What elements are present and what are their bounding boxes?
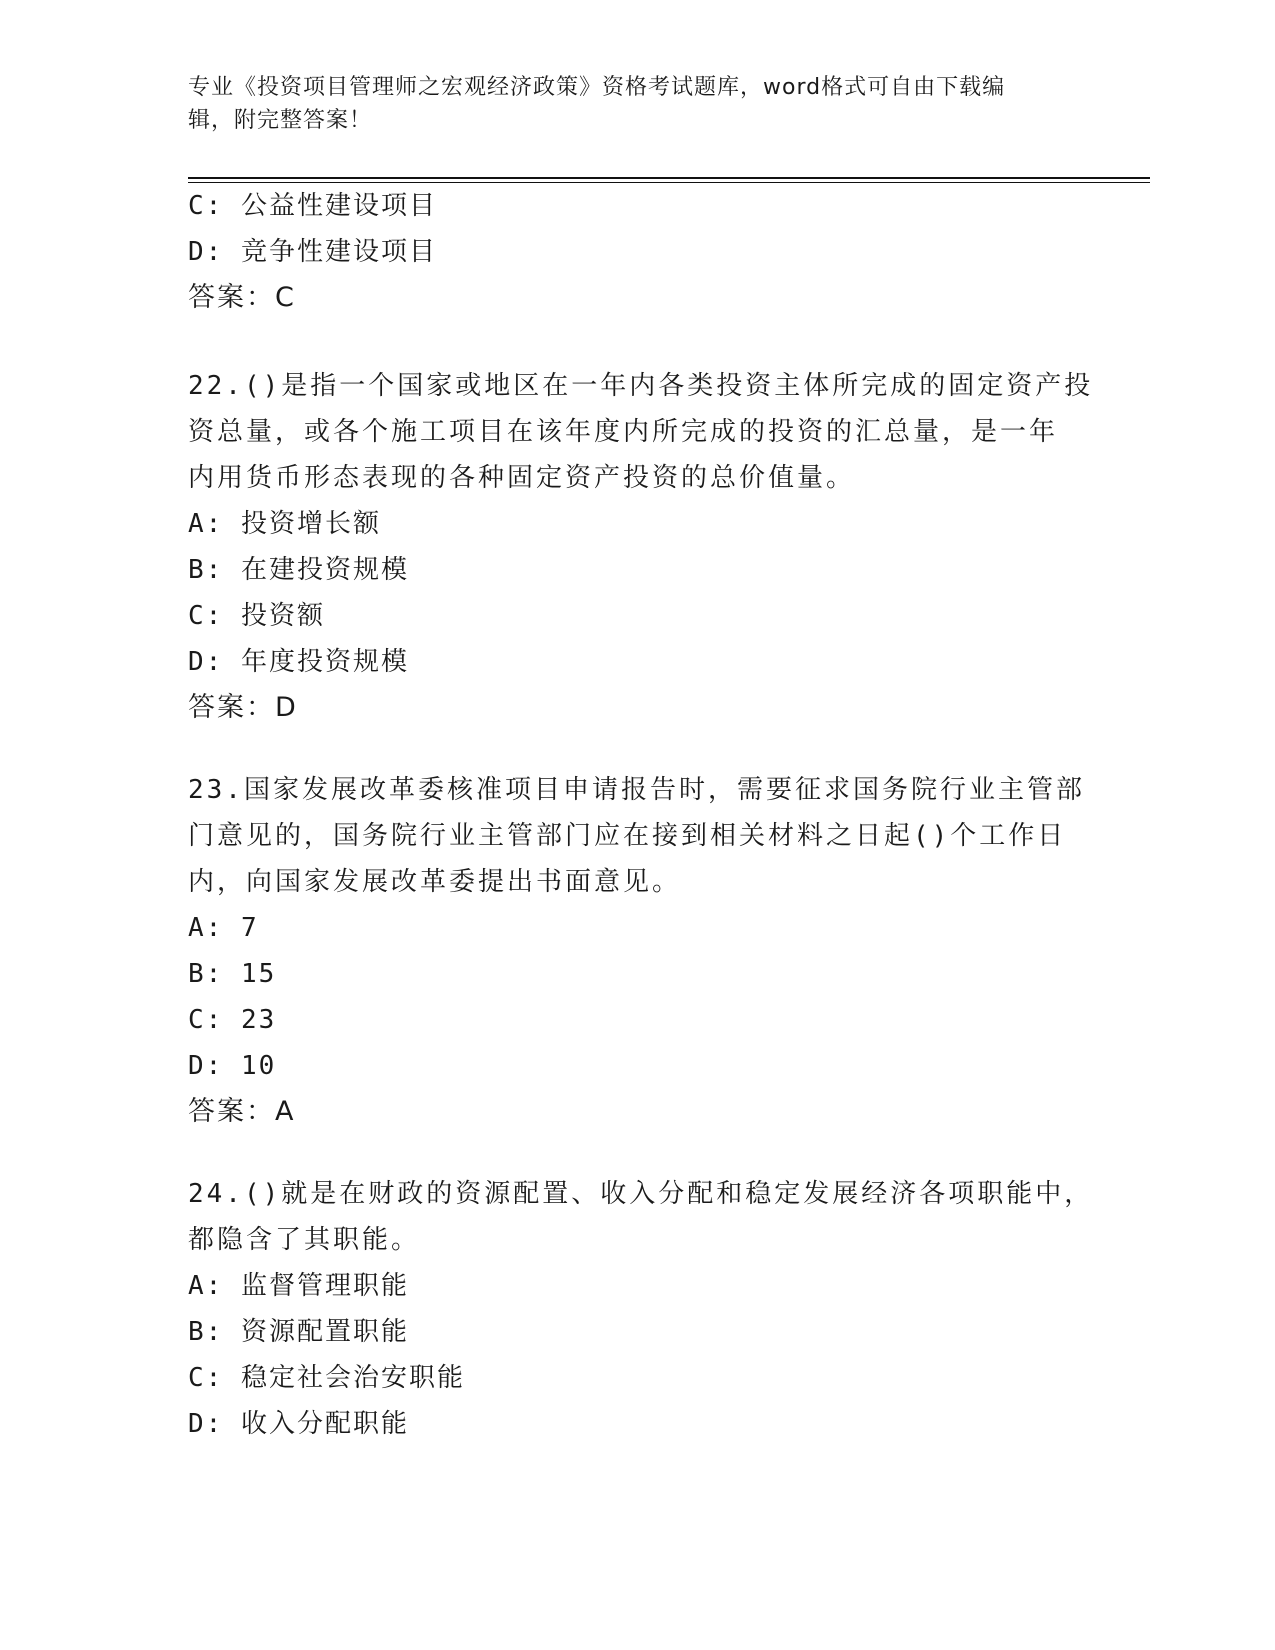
question-stem-line: 门意见的，国务院行业主管部门应在接到相关材料之日起()个工作日 — [188, 821, 1067, 851]
answer: 答案：A — [188, 1096, 296, 1127]
page-header — [188, 71, 1068, 137]
option-c: C: 公益性建设项目 — [188, 191, 437, 221]
option-b: B: 在建投资规模 — [188, 555, 409, 585]
question-stem-line: 22.()是指一个国家或地区在一年内各类投资主体所完成的固定资产投 — [188, 371, 1094, 401]
answer: 答案：C — [188, 282, 296, 313]
option-a: A: 7 — [188, 913, 259, 943]
option-c: C: 投资额 — [188, 601, 325, 631]
question-stem-line: 内用货币形态表现的各种固定资产投资的总价值量。 — [188, 463, 856, 493]
option-b: B: 15 — [188, 959, 277, 989]
option-b: B: 资源配置职能 — [188, 1317, 409, 1347]
question-24 — [188, 1171, 1094, 1447]
question-stem-line: 都隐含了其职能。 — [188, 1225, 421, 1255]
question-stem-line: 24.()就是在财政的资源配置、收入分配和稳定发展经济各项职能中， — [188, 1179, 1094, 1209]
question-stem-line: 内，向国家发展改革委提出书面意见。 — [188, 867, 682, 897]
question-22 — [188, 363, 1094, 731]
header-line: 辑，附完整答案！ — [188, 108, 373, 133]
option-a: A: 投资增长额 — [188, 509, 381, 539]
option-c: C: 稳定社会治安职能 — [188, 1363, 465, 1393]
header-line: 专业《投资项目管理师之宏观经济政策》资格考试题库，word格式可自由下载编 — [188, 75, 1006, 100]
question-21-tail — [188, 183, 1088, 321]
question-stem-line: 23.国家发展改革委核准项目申请报告时，需要征求国务院行业主管部 — [188, 775, 1085, 805]
answer: 答案：D — [188, 692, 298, 723]
question-23 — [188, 767, 1088, 1135]
option-d: D: 10 — [188, 1051, 277, 1081]
option-d: D: 竞争性建设项目 — [188, 237, 437, 267]
option-d: D: 收入分配职能 — [188, 1409, 409, 1439]
option-d: D: 年度投资规模 — [188, 647, 409, 677]
option-c: C: 23 — [188, 1005, 277, 1035]
header-divider — [188, 177, 1150, 179]
option-a: A: 监督管理职能 — [188, 1271, 409, 1301]
question-stem-line: 资总量，或各个施工项目在该年度内所完成的投资的汇总量，是一年 — [188, 417, 1059, 447]
